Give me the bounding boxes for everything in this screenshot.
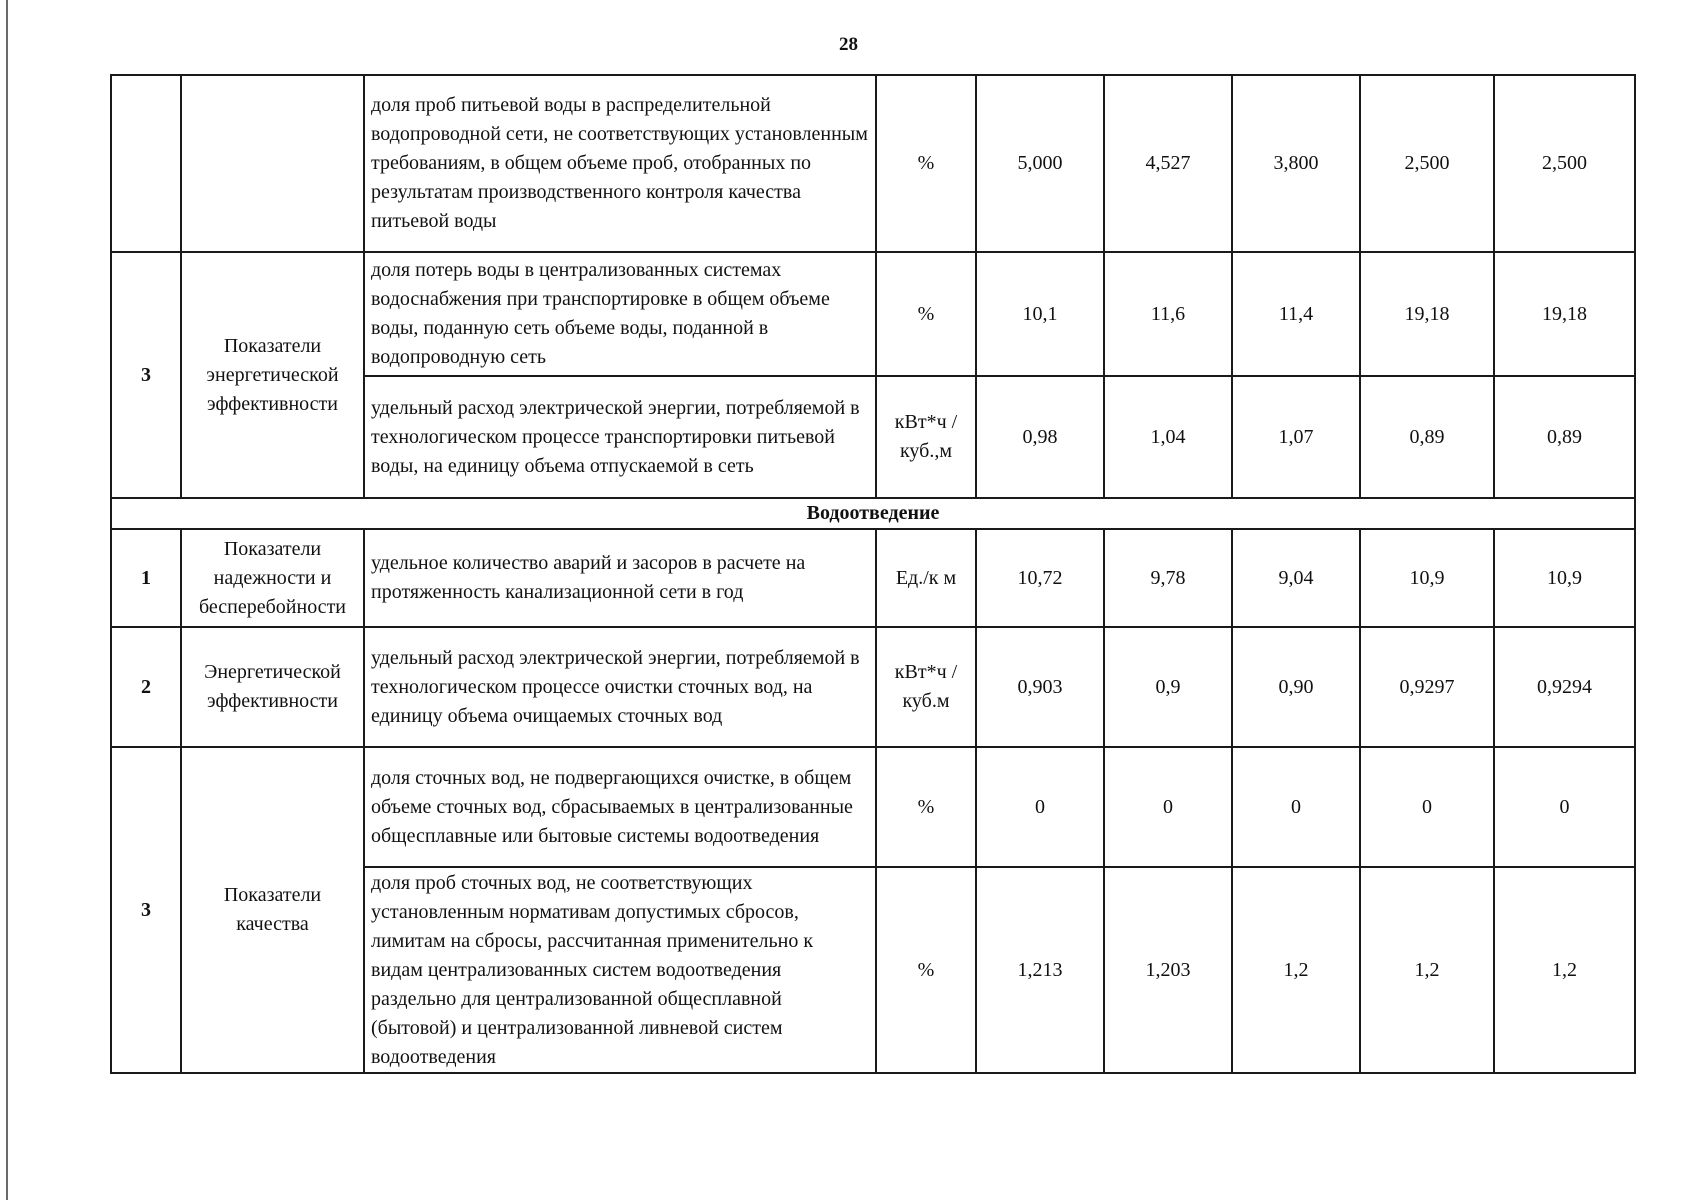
section-title: Водоотведение <box>111 498 1635 529</box>
value-cell: 9,78 <box>1104 529 1232 627</box>
value-cell: 0 <box>1360 747 1494 867</box>
row-number-cell: 3 <box>111 747 181 1073</box>
value-cell: 1,2 <box>1232 867 1360 1073</box>
row-number-cell: 3 <box>111 252 181 498</box>
value-cell: 2,500 <box>1494 75 1635 252</box>
indicator-description: доля проб сточных вод, не соответствующих установленным нормативам допустимых сбросов, лимитам на сбросы, рассчитанная применительно к видам централизованных систем водоотведения раздельно для централизованной общесплавной (бытовой) и централизованной ливневой систем водоотведения <box>364 867 876 1073</box>
value-cell: 0 <box>1232 747 1360 867</box>
unit-cell: % <box>876 252 976 376</box>
value-cell: 9,04 <box>1232 529 1360 627</box>
indicator-description: удельное количество аварий и засоров в расчете на протяженность канализационной сети в год <box>364 529 876 627</box>
value-cell: 10,9 <box>1360 529 1494 627</box>
value-cell: 0,9297 <box>1360 627 1494 747</box>
table-row <box>111 627 1635 747</box>
value-cell: 1,04 <box>1104 376 1232 498</box>
page-number: 28 <box>839 34 858 55</box>
unit-cell: % <box>876 867 976 1073</box>
value-cell: 1,07 <box>1232 376 1360 498</box>
row-number-cell: 2 <box>111 627 181 747</box>
value-cell: 0,89 <box>1360 376 1494 498</box>
unit-cell: кВт*ч /куб.,м <box>876 376 976 498</box>
value-cell: 1,203 <box>1104 867 1232 1073</box>
value-cell: 2,500 <box>1360 75 1494 252</box>
value-cell: 0 <box>1104 747 1232 867</box>
indicator-group-cell: Показатели энергетической эффективности <box>181 252 364 498</box>
indicator-description: доля проб питьевой воды в распределительной водопроводной сети, не соответствующих установленным требованиям, в общем объеме проб, отобранных по результатам производственного контроля качества питьевой воды <box>364 75 876 252</box>
value-cell: 11,6 <box>1104 252 1232 376</box>
value-cell: 0,89 <box>1494 376 1635 498</box>
value-cell: 0,9 <box>1104 627 1232 747</box>
indicator-description: доля сточных вод, не подвергающихся очистке, в общем объеме сточных вод, сбрасываемых в централизованные общесплавные или бытовые системы водоотведения <box>364 747 876 867</box>
value-cell: 10,72 <box>976 529 1104 627</box>
table-row <box>111 529 1635 627</box>
scan-edge-line <box>6 0 8 1200</box>
indicator-description: удельный расход электрической энергии, потребляемой в технологическом процессе транспортировки питьевой воды, на единицу объема отпускаемой в сеть <box>364 376 876 498</box>
unit-cell: % <box>876 747 976 867</box>
value-cell: 0 <box>976 747 1104 867</box>
table-row <box>111 75 1635 252</box>
unit-cell: Ед./к м <box>876 529 976 627</box>
value-cell: 1,2 <box>1360 867 1494 1073</box>
value-cell: 10,9 <box>1494 529 1635 627</box>
value-cell: 0,9294 <box>1494 627 1635 747</box>
value-cell: 0,903 <box>976 627 1104 747</box>
value-cell: 0,98 <box>976 376 1104 498</box>
value-cell: 0 <box>1494 747 1635 867</box>
section-header-row <box>111 498 1635 529</box>
value-cell: 10,1 <box>976 252 1104 376</box>
value-cell: 4,527 <box>1104 75 1232 252</box>
value-cell: 19,18 <box>1360 252 1494 376</box>
row-number-cell <box>111 75 181 252</box>
value-cell: 1,2 <box>1494 867 1635 1073</box>
indicator-group-cell <box>181 75 364 252</box>
indicator-group-cell: Показатели надежности и бесперебойности <box>181 529 364 627</box>
indicator-description: доля потерь воды в централизованных системах водоснабжения при транспортировке в общем объеме воды, поданную сеть объеме воды, поданной в водопроводную сеть <box>364 252 876 376</box>
indicator-group-cell: Показатели качества <box>181 747 364 1073</box>
unit-cell: кВт*ч /куб.м <box>876 627 976 747</box>
indicators-table <box>110 74 1636 1074</box>
indicator-description: удельный расход электрической энергии, потребляемой в технологическом процессе очистки сточных вод, на единицу объема очищаемых сточных вод <box>364 627 876 747</box>
value-cell: 5,000 <box>976 75 1104 252</box>
table-row <box>111 747 1635 867</box>
value-cell: 11,4 <box>1232 252 1360 376</box>
indicator-group-cell: Энергетической эффективности <box>181 627 364 747</box>
value-cell: 1,213 <box>976 867 1104 1073</box>
value-cell: 3,800 <box>1232 75 1360 252</box>
value-cell: 19,18 <box>1494 252 1635 376</box>
unit-cell: % <box>876 75 976 252</box>
value-cell: 0,90 <box>1232 627 1360 747</box>
row-number-cell: 1 <box>111 529 181 627</box>
table-row <box>111 252 1635 376</box>
